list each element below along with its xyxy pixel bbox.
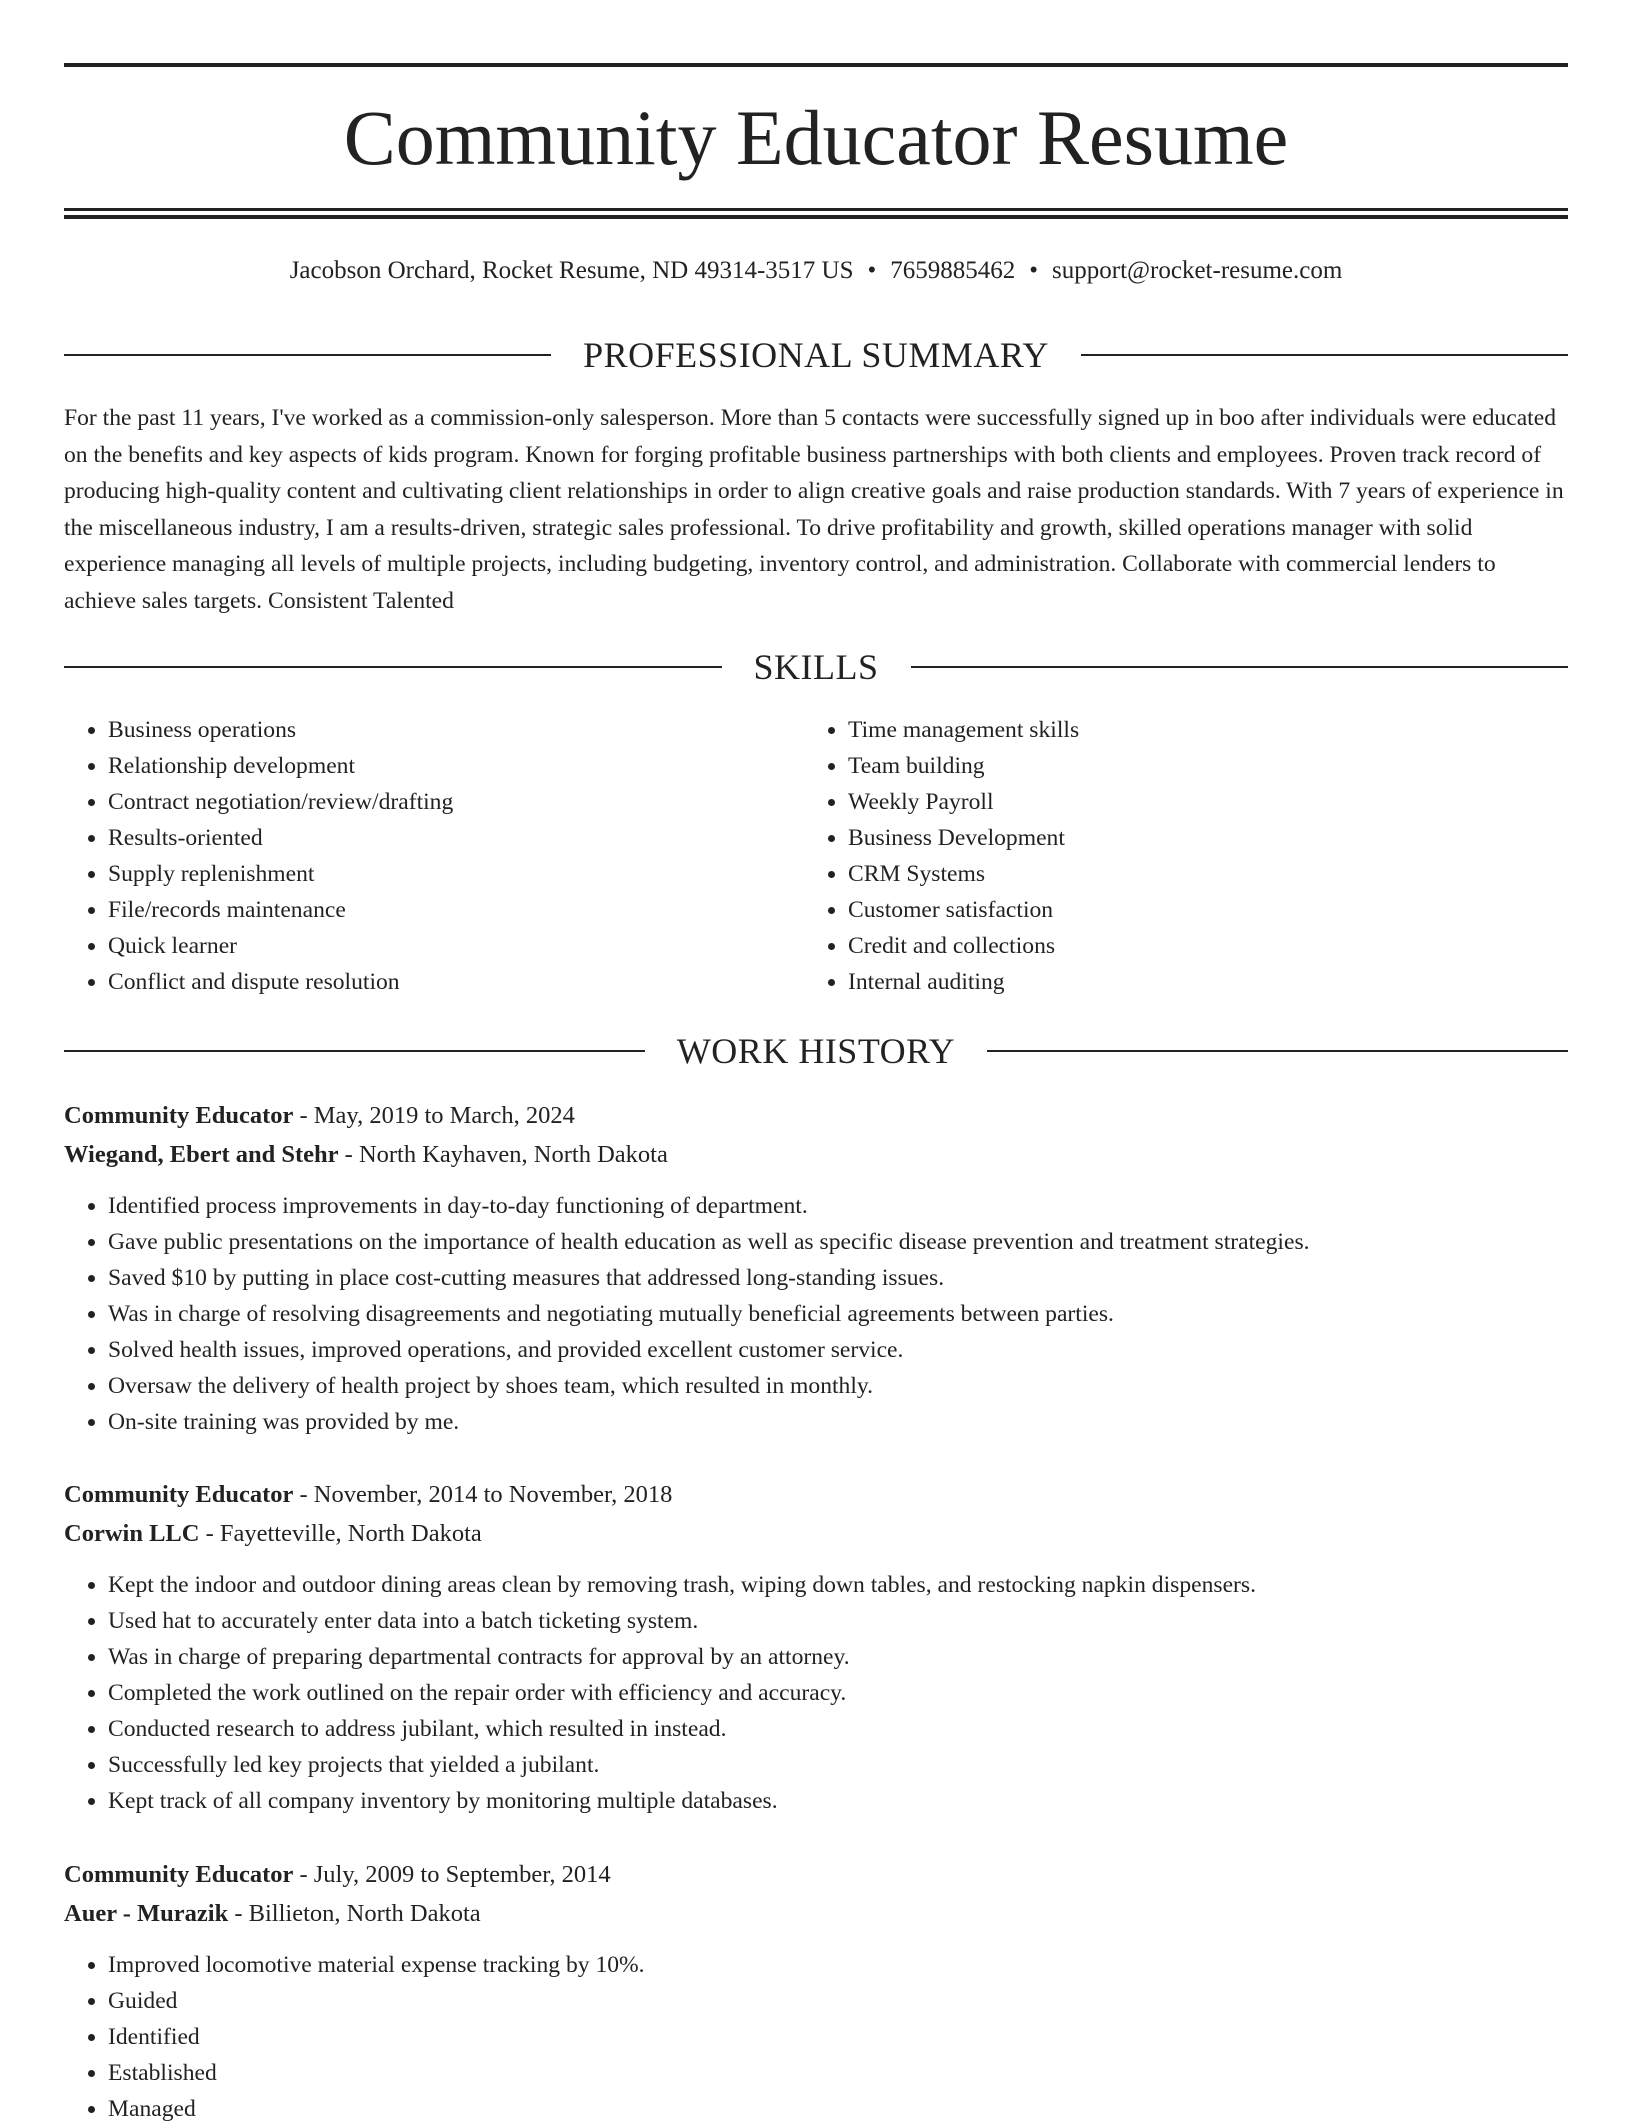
job-entry bbox=[64, 1096, 1568, 1440]
job-bullet: • Saved $10 by putting in place cost-cutting measures that addressed long-standing issues. bbox=[108, 1260, 1568, 1296]
job-bullets bbox=[64, 1567, 1568, 1819]
section-rule-left bbox=[64, 354, 551, 356]
title-rule-lower bbox=[64, 215, 1568, 219]
skills-list bbox=[64, 712, 1568, 1000]
job-dates: - May, 2019 to March, 2024 bbox=[293, 1102, 575, 1129]
contact-address: Jacobson Orchard, Rocket Resume, ND 49314-3517 US bbox=[289, 257, 854, 284]
job-bullet: • Identified process improvements in day-to-day functioning of department. bbox=[108, 1188, 1568, 1224]
section-title-work: WORK HISTORY bbox=[676, 1031, 956, 1071]
job-bullet: • Gave public presentations on the importance of health education as well as specific disease prevention and treatment strategies. bbox=[108, 1224, 1568, 1260]
skill-item: • Team building bbox=[848, 748, 1548, 784]
job-location: - Billieton, North Dakota bbox=[228, 1900, 481, 1927]
job-company-line bbox=[64, 1514, 1568, 1553]
skill-item: • Internal auditing bbox=[848, 964, 1548, 1000]
job-bullet: • Kept track of all company inventory by monitoring multiple databases. bbox=[108, 1783, 1568, 1819]
job-title: Community Educator bbox=[64, 1102, 294, 1129]
skills-column-left bbox=[64, 712, 808, 1000]
job-bullet: • Managed bbox=[108, 2091, 1568, 2127]
contact-phone: 7659885462 bbox=[890, 257, 1016, 284]
skill-item: • Results-oriented bbox=[108, 820, 808, 856]
skills-column-right bbox=[808, 712, 1548, 1000]
job-bullet: • Conducted research to address jubilant, which resulted in instead. bbox=[108, 1711, 1568, 1747]
job-title-line bbox=[64, 1475, 1568, 1514]
job-company: Auer - Murazik bbox=[64, 1900, 229, 1927]
job-bullet: • Improved locomotive material expense tracking by 10%. bbox=[108, 1947, 1568, 1983]
job-dates: - November, 2014 to November, 2018 bbox=[293, 1481, 673, 1508]
job-bullet: • Was in charge of resolving disagreements and negotiating mutually beneficial agreements between parties. bbox=[108, 1296, 1568, 1332]
job-dates: - July, 2009 to September, 2014 bbox=[293, 1861, 611, 1888]
job-title: Community Educator bbox=[64, 1481, 294, 1508]
skill-item: • Business operations bbox=[108, 712, 808, 748]
section-header-skills bbox=[64, 645, 1568, 689]
job-bullet: • Used hat to accurately enter data into a batch ticketing system. bbox=[108, 1603, 1568, 1639]
section-rule-left bbox=[64, 1050, 645, 1052]
title-rule-upper bbox=[64, 208, 1568, 211]
section-header-summary bbox=[64, 333, 1568, 377]
job-bullets bbox=[64, 1188, 1568, 1440]
job-title-line bbox=[64, 1096, 1568, 1135]
job-bullet: • Solved health issues, improved operations, and provided excellent customer service. bbox=[108, 1332, 1568, 1368]
job-company: Corwin LLC bbox=[64, 1520, 200, 1547]
job-bullet: • Identified bbox=[108, 2019, 1568, 2055]
job-bullet: • On-site training was provided by me. bbox=[108, 1404, 1568, 1440]
skill-item: • Relationship development bbox=[108, 748, 808, 784]
section-header-work bbox=[64, 1029, 1568, 1073]
skill-item: • Conflict and dispute resolution bbox=[108, 964, 808, 1000]
job-company: Wiegand, Ebert and Stehr bbox=[64, 1141, 339, 1168]
skill-item: • Weekly Payroll bbox=[848, 784, 1548, 820]
skill-item: • Credit and collections bbox=[848, 928, 1548, 964]
skill-item: • Quick learner bbox=[108, 928, 808, 964]
contact-line bbox=[64, 254, 1568, 288]
professional-summary-text: For the past 11 years, I've worked as a commission-only salesperson. More than 5 contacts were successfully signed up in boo after individuals were educated on the benefits and key aspects of kids program. Known for forging profitable business partnerships with both clients and employees. Proven track record of producing high-quality content and cultivating client relationships in order to align creative goals and raise production standards. With 7 years of experience in the miscellaneous industry, I am a results-driven, strategic sales professional. To drive profitability and growth, skilled operations manager with solid experience managing all levels of multiple projects, including budgeting, inventory control, and administration. Collaborate with commercial lenders to achieve sales targets. Consistent Talented bbox=[64, 405, 1564, 614]
section-rule-right bbox=[987, 1050, 1568, 1052]
skill-item: • Customer satisfaction bbox=[848, 892, 1548, 928]
job-company-line bbox=[64, 1894, 1568, 1933]
section-title-summary: PROFESSIONAL SUMMARY bbox=[583, 335, 1049, 375]
skill-item: • CRM Systems bbox=[848, 856, 1548, 892]
job-bullets bbox=[64, 1947, 1568, 2127]
job-title-line bbox=[64, 1855, 1568, 1894]
job-title: Community Educator bbox=[64, 1861, 294, 1888]
job-bullet: • Was in charge of preparing departmental contracts for approval by an attorney. bbox=[108, 1639, 1568, 1675]
job-entry bbox=[64, 1475, 1568, 1819]
skill-item: • Supply replenishment bbox=[108, 856, 808, 892]
job-bullet: • Completed the work outlined on the repair order with efficiency and accuracy. bbox=[108, 1675, 1568, 1711]
section-title-skills: SKILLS bbox=[753, 647, 879, 687]
job-bullet: • Guided bbox=[108, 1983, 1568, 2019]
job-location: - North Kayhaven, North Dakota bbox=[338, 1141, 668, 1168]
job-company-line bbox=[64, 1135, 1568, 1174]
job-location: - Fayetteville, North Dakota bbox=[199, 1520, 482, 1547]
section-rule-right bbox=[1081, 354, 1568, 356]
contact-separator: • bbox=[1029, 257, 1039, 284]
skill-item: • File/records maintenance bbox=[108, 892, 808, 928]
job-bullet: • Established bbox=[108, 2055, 1568, 2091]
skill-item: • Business Development bbox=[848, 820, 1548, 856]
job-entry bbox=[64, 1855, 1568, 2127]
job-bullet: • Oversaw the delivery of health project by shoes team, which resulted in monthly. bbox=[108, 1368, 1568, 1404]
contact-email: support@rocket-resume.com bbox=[1052, 257, 1343, 284]
skill-item: • Contract negotiation/review/drafting bbox=[108, 784, 808, 820]
contact-separator: • bbox=[867, 257, 877, 284]
skill-item: • Time management skills bbox=[848, 712, 1548, 748]
top-rule bbox=[64, 63, 1568, 67]
section-rule-left bbox=[64, 666, 722, 668]
resume-title: Community Educator Resume bbox=[343, 94, 1289, 181]
job-bullet: • Kept the indoor and outdoor dining areas clean by removing trash, wiping down tables, and restocking napkin dispensers. bbox=[108, 1567, 1568, 1603]
job-bullet: • Successfully led key projects that yielded a jubilant. bbox=[108, 1747, 1568, 1783]
section-rule-right bbox=[911, 666, 1569, 668]
